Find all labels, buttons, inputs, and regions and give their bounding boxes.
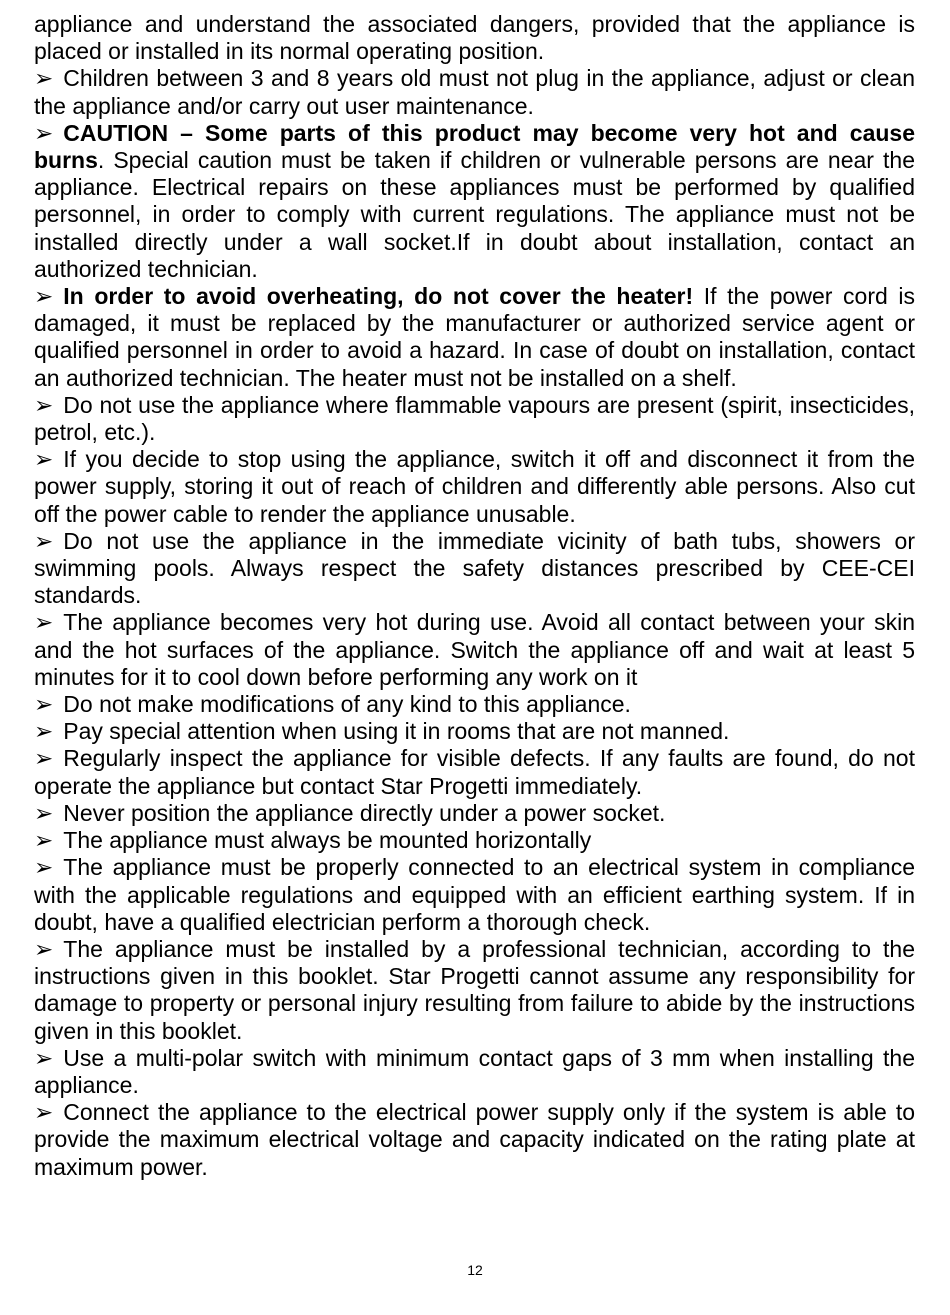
arrow-bullet-icon: ➢ [34, 119, 54, 146]
arrow-bullet-icon: ➢ [34, 446, 54, 473]
arrow-bullet-icon: ➢ [34, 799, 54, 826]
bullet-item: ➢ The appliance must be properly connected to an electrical system in compliance with the applicable regulations and equipped with an efficient earthing system. If in doubt, have a qualified electrician perform a thorough check. [34, 854, 915, 935]
arrow-bullet-icon: ➢ [34, 391, 54, 418]
bullet-item: ➢ Do not use the appliance in the immediate vicinity of bath tubs, showers or swimming pools. Always respect the safety distances prescribed by CEE-CEI standards. [34, 527, 915, 609]
arrow-bullet-icon: ➢ [34, 935, 54, 962]
bullet-item: ➢ Do not make modifications of any kind to this appliance. [34, 691, 631, 718]
overheating-bullet-item: ➢ In order to avoid overheating, do not cover the heater! If the power cord is damaged, it must be replaced by the manufacturer or authorized service agent or qualified personnel in order to avoid a hazard. In case of doubt on installation, contact an authorized technician. The heater must not be installed on a shelf. [34, 283, 916, 391]
overheating-warning-text: In order to avoid overheating, do not cover the heater! [63, 283, 694, 310]
bullet-item: ➢ Do not use the appliance where flammable vapours are present (spirit, insecticides, petrol, etc.). [34, 391, 915, 446]
arrow-bullet-icon: ➢ [34, 827, 54, 854]
caution-bullet-item: ➢ CAUTION – Some parts of this product may become very hot and cause burns. Special caution must be taken if children or vulnerable persons are near the appliance. Electrical repairs on these appliances must be performed by qualified personnel, in order to comply with current regulations. The appliance must not be installed directly under a wall socket.If in doubt about installation, contact an authorized technician. [34, 119, 915, 282]
arrow-bullet-icon: ➢ [34, 718, 54, 745]
bullet-item: ➢ Children between 3 and 8 years old must not plug in the appliance, adjust or clean the appliance and/or carry out user maintenance. [34, 65, 915, 119]
bullet-item: ➢ Regularly inspect the appliance for visible defects. If any faults are found, do not operate the appliance but contact Star Progetti immediately. [34, 745, 915, 799]
arrow-bullet-icon: ➢ [34, 65, 54, 92]
bullet-item: ➢ Use a multi-polar switch with minimum contact gaps of 3 mm when installing the appliance. [34, 1044, 915, 1098]
arrow-bullet-icon: ➢ [34, 283, 54, 310]
page-number: 12 [467, 1262, 483, 1278]
bullet-item: ➢ Never position the appliance directly under a power socket. [34, 799, 666, 826]
bullet-item: ➢ The appliance must always be mounted horizontally [34, 827, 592, 854]
bullet-item: ➢ The appliance must be installed by a professional technician, according to the instructions given in this booklet. Star Progetti cannot assume any responsibility for damage to property or personal injury resulting from failure to abide by the instructions given in this booklet. [34, 935, 915, 1044]
bullet-item: ➢ The appliance becomes very hot during use. Avoid all contact between your skin and the hot surfaces of the appliance. Switch the appliance off and wait at least 5 minutes for it to cool down before performing any work on it [34, 609, 915, 690]
bullet-item: ➢ Pay special attention when using it in rooms that are not manned. [34, 718, 730, 745]
arrow-bullet-icon: ➢ [34, 854, 54, 881]
arrow-bullet-icon: ➢ [34, 691, 54, 718]
arrow-bullet-icon: ➢ [34, 745, 54, 772]
bullet-item: ➢ Connect the appliance to the electrical power supply only if the system is able to provide the maximum electrical voltage and capacity indicated on the rating plate at maximum power. [34, 1099, 915, 1180]
caution-text: CAUTION – Some parts of this product may become very hot and cause burns [34, 119, 915, 174]
arrow-bullet-icon: ➢ [34, 609, 54, 636]
intro-paragraph: appliance and understand the associated dangers, provided that the appliance is placed or installed in its normal operating position. [34, 11, 915, 65]
bullet-item: ➢ If you decide to stop using the appliance, switch it off and disconnect it from the power supply, storing it out of reach of children and differently able persons. Also cut off the power cable to render the appliance unusable. [34, 446, 915, 527]
safety-instructions-text [34, 11, 915, 1181]
arrow-bullet-icon: ➢ [34, 1099, 54, 1126]
arrow-bullet-icon: ➢ [34, 1044, 54, 1071]
arrow-bullet-icon: ➢ [34, 527, 54, 554]
